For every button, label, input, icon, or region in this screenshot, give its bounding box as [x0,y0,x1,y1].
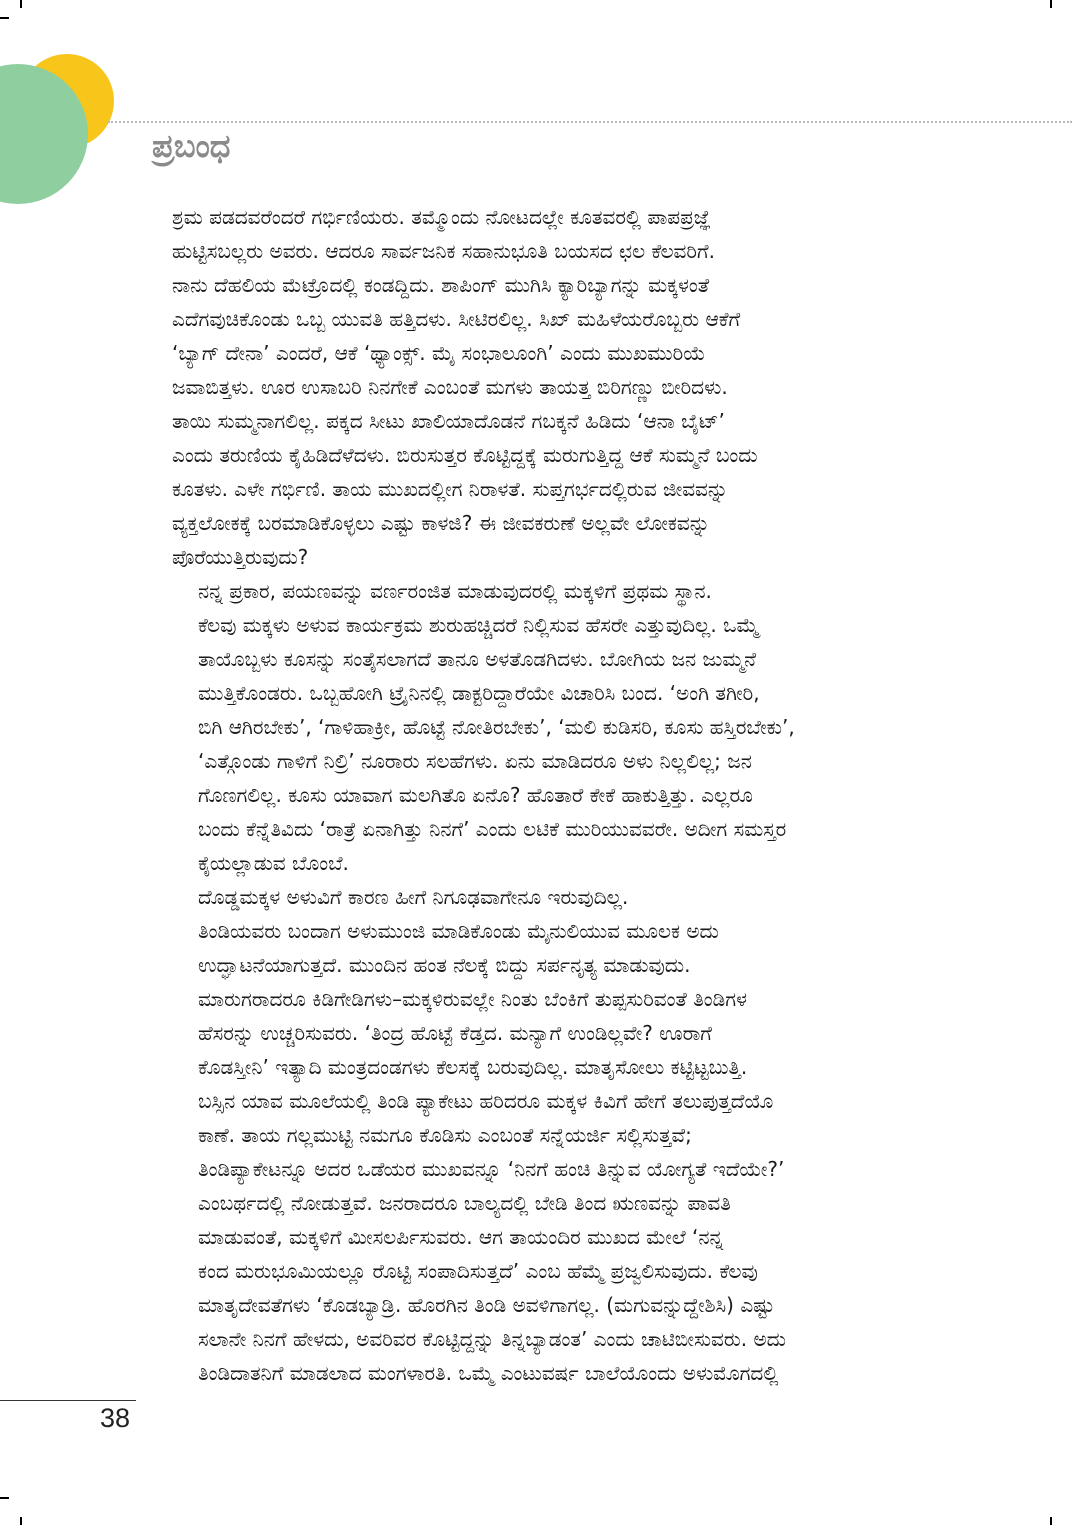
text-line: ಬಿಗಿ ಆಗಿರಬೇಕು’, ‘ಗಾಳಿಹಾಕ್ರೀ, ಹೊಟ್ಟೆ ನೋತಿರಬೇಕು’, ‘ಮಲಿ ಕುಡಿಸರಿ, ಕೂಸು ಹಸ್ತಿರಬೇಕು’, [198,715,795,739]
text-line: ತಿಂಡಿಯವರು ಬಂದಾಗ ಅಳುಮುಂಜಿ ಮಾಡಿಕೊಂಡು ಮೈನುಲಿಯುವ ಮೂಲಕ ಅದು [198,919,719,943]
text-line: ನನ್ನ ಪ್ರಕಾರ, ಪಯಣವನ್ನು ವರ್ಣರಂಜಿತ ಮಾಡುವುದರಲ್ಲಿ ಮಕ್ಕಳಿಗೆ ಪ್ರಥಮ ಸ್ಥಾನ. [198,579,712,603]
crop-mark-bottom-left [20,1517,22,1525]
text-line: ಸಲಾನೇ ನಿನಗೆ ಹೇಳದು, ಅವರಿವರ ಕೊಟ್ಟಿದ್ದನ್ನು ತಿನ್ನಬ್ಯಾಡಂತ’ ಎಂದು ಚಾಟಿಬೀಸುವರು. ಅದು [198,1327,786,1351]
text-line: ಎಂದು ತರುಣಿಯ ಕೈಹಿಡಿದೆಳೆದಳು. ಬಿರುಸುತ್ತರ ಕೊಟ್ಟಿದ್ದಕ್ಕೆ ಮರುಗುತ್ತಿದ್ದ ಆಕೆ ಸುಮ್ಮನೆ ಬಂದು [172,443,758,467]
crop-mark-top-left [20,0,22,8]
text-line: ಮಾತೃದೇವತೆಗಳು ‘ಕೊಡಬ್ಯಾಡ್ರಿ. ಹೊರಗಿನ ತಿಂಡಿ ಅವಳಿಗಾಗಲ್ಲ. (ಮಗುವನ್ನುದ್ದೇಶಿಸಿ) ಎಷ್ಟು [198,1293,775,1317]
text-line: ಹೆಸರನ್ನು ಉಚ್ಚರಿಸುವರು. ‘ತಿಂದ್ರ ಹೊಟ್ಟೆ ಕೆಡ್ತದ. ಮನ್ಯಾಗೆ ಉಂಡಿಲ್ಲವೇ? ಊರಾಗೆ [198,1021,712,1045]
text-line: ತಿಂಡಿದಾತನಿಗೆ ಮಾಡಲಾದ ಮಂಗಳಾರತಿ. ಒಮ್ಮೆ ಎಂಟುವರ್ಷ ಬಾಲೆಯೊಂದು ಅಳುಮೊಗದಲ್ಲಿ [198,1361,779,1385]
text-line: ವ್ಯಕ್ತಲೋಕಕ್ಕೆ ಬರಮಾಡಿಕೊಳ್ಳಲು ಎಷ್ಟು ಕಾಳಜಿ? ಈ ಜೀವಕರುಣೆ ಅಲ್ಲವೇ ಲೋಕವನ್ನು [172,511,710,535]
text-line: ತಾಯೊಬ್ಬಳು ಕೂಸನ್ನು ಸಂತೈಸಲಾಗದೆ ತಾನೂ ಅಳತೊಡಗಿದಳು. ಬೋಗಿಯ ಜನ ಜುಮ್ಮನೆ [198,647,756,671]
text-line: ಎದೆಗವುಚಿಕೊಂಡು ಒಬ್ಬ ಯುವತಿ ಹತ್ತಿದಳು. ಸೀಟಿರಲಿಲ್ಲ. ಸಿಖ್ ಮಹಿಳೆಯರೊಬ್ಬರು ಆಕೆಗೆ [172,307,741,331]
text-line: ನಾನು ದೆಹಲಿಯ ಮೆಟ್ರೊದಲ್ಲಿ ಕಂಡದ್ದಿದು. ಶಾಪಿಂಗ್ ಮುಗಿಸಿ ಕ್ಯಾರಿಬ್ಯಾಗನ್ನು ಮಕ್ಕಳಂತೆ [172,273,710,297]
footer-rule [0,1400,136,1401]
crop-mark-left-lower [0,1497,9,1499]
text-line: ಕೈಯಲ್ಲಾಡುವ ಬೊಂಬೆ. [198,851,349,875]
text-line: ಮುತ್ತಿಕೊಂಡರು. ಒಬ್ಬಹೋಗಿ ಟ್ರೈನಿನಲ್ಲಿ ಡಾಕ್ಟರಿದ್ದಾರೆಯೇ ವಿಚಾರಿಸಿ ಬಂದ. ‘ಅಂಗಿ ತಗೀರಿ, [198,681,760,705]
text-line: ದೊಡ್ಡಮಕ್ಕಳ ಅಳುವಿಗೆ ಕಾರಣ ಹೀಗೆ ನಿಗೂಢವಾಗೇನೂ ಇರುವುದಿಲ್ಲ. [198,885,629,909]
text-line: ‘ಎತ್ಗೊಂಡು ಗಾಳಿಗೆ ನಿಲ್ರಿ’ ನೂರಾರು ಸಲಹೆಗಳು. ಏನು ಮಾಡಿದರೂ ಅಳು ನಿಲ್ಲಲಿಲ್ಲ; ಜನ [198,749,752,773]
text-line: ಜವಾಬಿತ್ತಳು. ಊರ ಉಸಾಬರಿ ನಿನಗೇಕೆ ಎಂಬಂತೆ ಮಗಳು ತಾಯತ್ತ ಬಿರಿಗಣ್ಣು ಬೀರಿದಳು. [172,375,728,399]
text-line: ಬಸ್ಸಿನ ಯಾವ ಮೂಲೆಯಲ್ಲಿ ತಿಂಡಿ ಪ್ಯಾಕೇಟು ಹರಿದರೂ ಮಕ್ಕಳ ಕಿವಿಗೆ ಹೇಗೆ ತಲುಪುತ್ತದೆಯೊ [198,1089,774,1113]
header-dotted-rule [108,121,1072,123]
text-line: ಗೊಣಗಲಿಲ್ಲ. ಕೂಸು ಯಾವಾಗ ಮಲಗಿತೊ ಏನೊ? ಹೊತಾರೆ ಕೇಕೆ ಹಾಕುತ್ತಿತ್ತು. ಎಲ್ಲರೂ [198,783,753,807]
page-number: 38 [100,1403,131,1433]
text-line: ಹುಟ್ಟಿಸಬಲ್ಲರು ಅವರು. ಆದರೂ ಸಾರ್ವಜನಿಕ ಸಹಾನುಭೂತಿ ಬಯಸದ ಛಲ ಕೆಲವರಿಗೆ. [172,239,715,263]
text-line: ಶ್ರಮ ಪಡದವರೆಂದರೆ ಗರ್ಭಿಣಿಯರು. ತಮ್ಮೊಂದು ನೋಟದಲ್ಲೇ ಕೂತವರಲ್ಲಿ ಪಾಪಪ್ರಜ್ಞೆ [172,205,711,229]
crop-mark-top-right [1050,0,1052,8]
section-title: ಪ್ರಬಂಧ [152,127,231,165]
crop-mark-bottom-right [1050,1517,1052,1525]
article-body [172,200,952,1390]
text-line: ತಾಯಿ ಸುಮ್ಮನಾಗಲಿಲ್ಲ. ಪಕ್ಕದ ಸೀಟು ಖಾಲಿಯಾದೊಡನೆ ಗಬಕ್ಕನೆ ಹಿಡಿದು ‘ಆನಾ ಬೈಟ್’ [172,409,725,433]
text-line: ಉದ್ಘಾಟನೆಯಾಗುತ್ತದೆ. ಮುಂದಿನ ಹಂತ ನೆಲಕ್ಕೆ ಬಿದ್ದು ಸರ್ಪನೃತ್ಯ ಮಾಡುವುದು. [198,953,691,977]
paragraph [172,200,952,574]
text-line: ಮಾಡುವಂತೆ, ಮಕ್ಕಳಿಗೆ ಮೀಸಲರ್ಪಿಸುವರು. ಆಗ ತಾಯಂದಿರ ಮುಖದ ಮೇಲೆ ‘ನನ್ನ [198,1225,724,1249]
text-line: ‘ಬ್ಯಾಗ್ ದೇನಾ’ ಎಂದರೆ, ಆಕೆ ‘ಥ್ಯಾಂಕ್ಸ್. ಮೈ ಸಂಭಾಲೂಂಗಿ’ ಎಂದು ಮುಖಮುರಿಯೆ [172,341,706,365]
text-line: ತಿಂಡಿಪ್ಯಾಕೇಟನ್ನೂ ಅದರ ಒಡೆಯರ ಮುಖವನ್ನೂ ‘ನಿನಗೆ ಹಂಚಿ ತಿನ್ನುವ ಯೋಗ್ಯತೆ ಇದೆಯೇ?’ [198,1157,785,1181]
text-line: ಕೂತಳು. ಎಳೇ ಗರ್ಭಿಣಿ. ತಾಯ ಮುಖದಲ್ಲೀಗ ನಿರಾಳತೆ. ಸುಪ್ತಗರ್ಭದಲ್ಲಿರುವ ಜೀವವನ್ನು [172,477,729,501]
paragraph [172,574,952,880]
paragraph [172,880,952,1390]
text-line: ಕಂದ ಮರುಭೂಮಿಯಲ್ಲೂ ರೊಟ್ಟಿ ಸಂಪಾದಿಸುತ್ತದೆ’ ಎಂಬ ಹೆಮ್ಮೆ ಪ್ರಜ್ವಲಿಸುವುದು. ಕೆಲವು [198,1259,758,1283]
text-line: ಕೊಡಸ್ತೀನಿ’ ಇತ್ಯಾದಿ ಮಂತ್ರದಂಡಗಳು ಕೆಲಸಕ್ಕೆ ಬರುವುದಿಲ್ಲ. ಮಾತೃಸೋಲು ಕಟ್ಟಿಟ್ಟಬುತ್ತಿ. [198,1055,748,1079]
text-line: ಪೊರೆಯುತ್ತಿರುವುದು? [172,545,309,569]
text-line: ಕಾಣೆ. ತಾಯ ಗಲ್ಲಮುಟ್ಟಿ ನಮಗೂ ಕೊಡಿಸು ಎಂಬಂತೆ ಸನ್ನೆಯರ್ಜಿ ಸಲ್ಲಿಸುತ್ತವೆ; [198,1123,692,1147]
text-line: ಕೆಲವು ಮಕ್ಕಳು ಅಳುವ ಕಾರ್ಯಕ್ರಮ ಶುರುಹಚ್ಚಿದರೆ ನಿಲ್ಲಿಸುವ ಹೆಸರೇ ಎತ್ತುವುದಿಲ್ಲ. ಒಮ್ಮೆ [198,613,760,637]
text-line: ಮಾರುಗರಾದರೂ ಕಿಡಿಗೇಡಿಗಳು–ಮಕ್ಕಳಿರುವಲ್ಲೇ ನಿಂತು ಬೆಂಕಿಗೆ ತುಪ್ಪಸುರಿವಂತೆ ತಿಂಡಿಗಳ [198,987,747,1011]
text-line: ಎಂಬರ್ಥದಲ್ಲಿ ನೋಡುತ್ತವೆ. ಜನರಾದರೂ ಬಾಲ್ಯದಲ್ಲಿ ಬೇಡಿ ತಿಂದ ಋಣವನ್ನು ಪಾವತಿ [198,1191,731,1215]
text-line: ಬಂದು ಕೆನ್ನೆತಿವಿದು ‘ರಾತ್ರೆ ಏನಾಗಿತ್ತು ನಿನಗೆ’ ಎಂದು ಲಟಿಕೆ ಮುರಿಯುವವರೇ. ಅದೀಗ ಸಮಸ್ತರ [198,817,787,841]
crop-mark-left-upper [0,17,9,19]
